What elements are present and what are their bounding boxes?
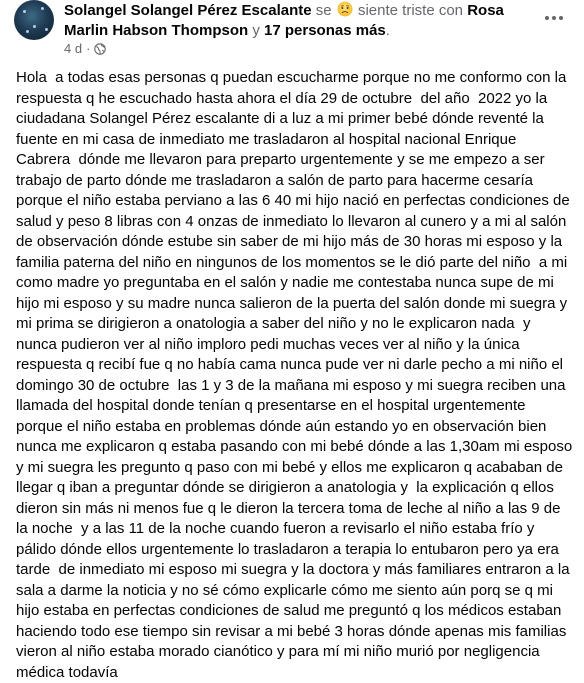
more-options-button[interactable] <box>538 2 570 34</box>
avatar-sparkle <box>41 7 44 10</box>
post-body-text: Hola a todas esas personas q puedan escucharme porque no me conformo con la respuesta q he escuchado hasta ahora el día 29 de octubre del año 2022 yo la ciudadana Solangel Pérez escalante di a luz a mi primer bebé dónde reventé la fuente en mi casa de inmediato me trasladaron al hospital nacional Enrique Cabrera dónde me llevaron para preparto urgentemente y se me empezo a ser trabajo de parto dónde me trasladaron a salón de parto para hacerme cesaría porque el niño estaba perviano a las 6 40 mi hijo nació en perfectas condiciones de salud y peso 8 libras con 4 onzas de inmediato lo llevaron al cunero y a mi al salón de observación dónde estube sin saber de mi hijo más de 30 horas mi esposo y la familia paterna del niño en ningunos de los momentos se le dió parte del niño a mi como madre yo preguntaba en el salón y nadie me contestaba nunca supe de mi hijo mi esposo y su madre nunca salieron de la puerta del salón donde mi suegra y mi prima se dirigieron a onatologia a saber del niño y no le explicaron nada y nunca pudieron ver al niño imploro pedi muchas veces ver al niño y la única respuesta q recibí fue q no había cama nunca pude ver ni darle pecho a mi niño el domingo 30 de octubre las 1 y 3 de la mañana mi esposo y mi suegra reciben una llamada del hospital donde tenían q presentarse en el hospital urgentemente porque el niño estaba en problemas dónde aún estando yo en observación bien nunca me explicaron q estaba pasando con mi bebé dónde a las 1,30am mi esposo y mi suegra les pregunto q paso con mi bebé y ellos me explicaron q acababan de llegar q iban a preguntar dónde se dirigieron a anatologia y la explicación q ellos dieron sin más ni menos fue q le dieron la tercera toma de leche al niño a las 9 de la noche y a las 11 de la noche cuando fueron a revisarlo el niño estaba frío y pálido dónde ellos urgentemente lo trasladaron a terapia lo entubaron pero ya era tarde de inmediato mi esposo mi suegra y la doctora y más familiares entraron a la sala a darme la noticia y no sé cómo explicarle cómo me siento aún porq se q mi hijo estaba en perfectas condiciones de salud me preguntó q los médicos estaban haciendo todo ese tiempo sin revisar a mi bebé 3 horas dónde apenas mis familias vieron al niño estaba morado cianótico y para mí mi niño murió por negligencia médica todavía <box>16 69 577 681</box>
globe-icon[interactable] <box>94 43 106 55</box>
joiner-text: y <box>252 22 260 39</box>
avatar-sparkle <box>45 28 48 31</box>
tagged-person-link[interactable]: Rosa Marlin Habson Thompson <box>64 2 504 39</box>
header-period: . <box>385 22 390 39</box>
feeling-prefix: se <box>315 2 332 19</box>
avatar-sparkle <box>33 25 36 28</box>
avatar[interactable] <box>14 0 54 40</box>
avatar-sparkle <box>23 10 26 13</box>
post-meta <box>64 41 106 57</box>
sad-face-icon <box>337 1 353 17</box>
post-header-text <box>64 1 524 41</box>
post-timestamp-link[interactable]: 4 d <box>64 41 83 56</box>
avatar-sparkle <box>26 30 29 33</box>
more-horizontal-icon <box>544 15 564 21</box>
others-link[interactable]: 17 personas más <box>264 22 386 39</box>
meta-separator: · <box>86 41 91 56</box>
post-header <box>14 0 570 64</box>
author-name-link[interactable]: Solangel Solangel Pérez Escalante <box>64 2 312 19</box>
feeling-text: siente triste con <box>357 2 464 19</box>
